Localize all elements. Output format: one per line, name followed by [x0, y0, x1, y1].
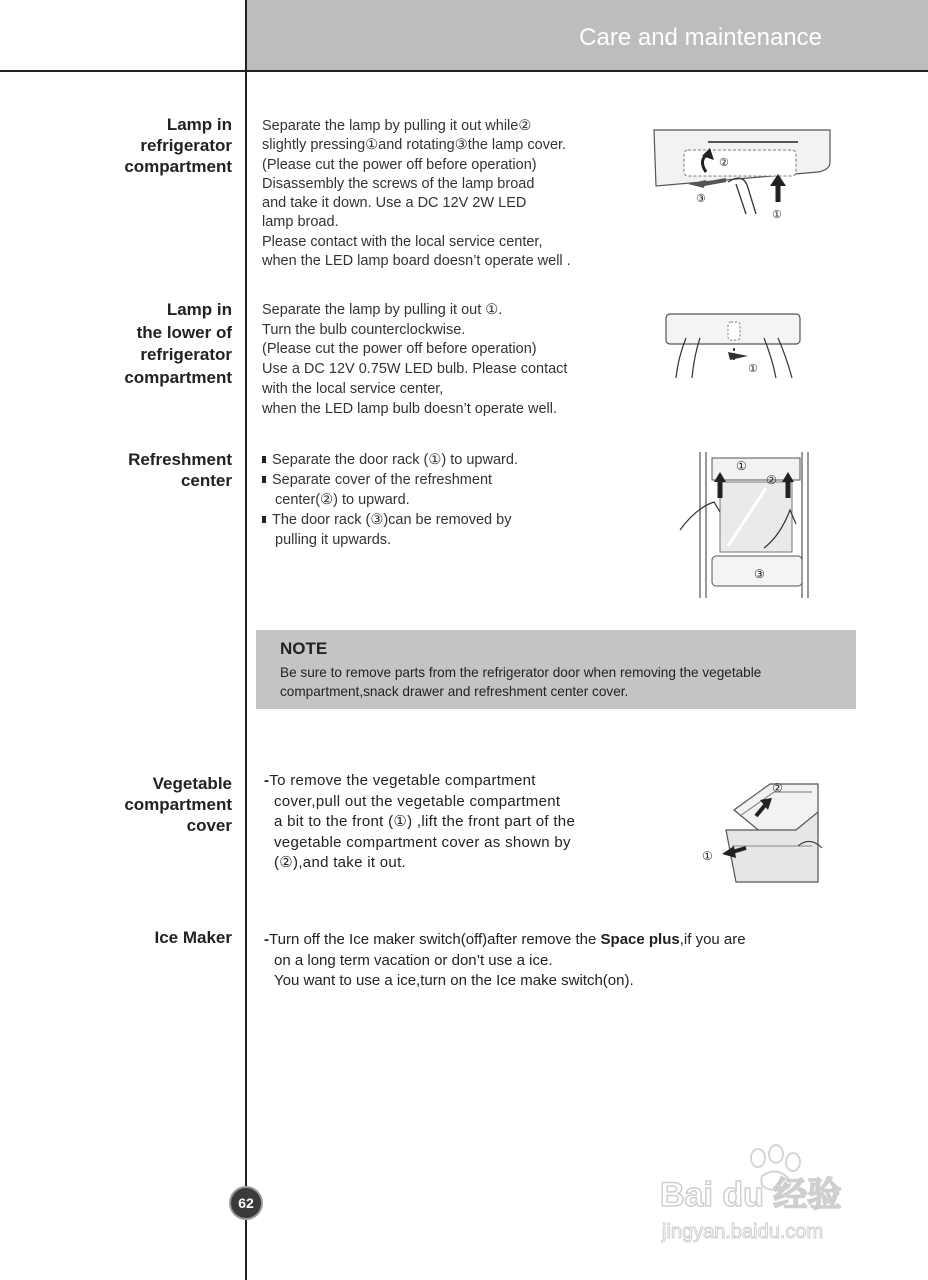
heading-vegetable: Vegetable compartment cover	[124, 774, 232, 835]
marker: ②	[719, 157, 729, 169]
baidu-watermark	[660, 1140, 870, 1250]
bullet-item-continued: center(②) to upward.	[275, 492, 410, 508]
dash-marker: -	[264, 931, 269, 948]
note-title: NOTE	[280, 639, 328, 658]
heading-ice-maker: Ice Maker	[154, 928, 232, 947]
bullet-item: Separate cover of the refreshment	[262, 470, 518, 490]
lower-lamp-illustration	[660, 308, 806, 382]
watermark-url: jingyan.baidu.com	[662, 1221, 824, 1243]
marker: ③	[754, 567, 765, 581]
text-lamp-lower	[262, 301, 567, 419]
dash-marker: -	[264, 772, 270, 789]
text-line: lamp broad.	[262, 214, 339, 231]
text-line: on a long term vacation or don’t use a ice.	[274, 951, 553, 969]
marker: ②	[766, 473, 777, 487]
text-line: Use a DC 12V 0.75W LED bulb. Please contact	[262, 361, 568, 378]
note-box	[256, 630, 856, 709]
text-line: (Please cut the power off before operation)	[262, 341, 537, 358]
heading-refreshment: Refreshment center	[128, 450, 232, 490]
marker: ①	[748, 363, 758, 375]
text-lamp-fridge	[262, 117, 571, 271]
heading-lamp-fridge: Lamp in refrigerator compartment	[124, 115, 232, 176]
text-line: compartment,snack drawer and refreshment center cover.	[280, 684, 629, 699]
marker: ①	[736, 459, 747, 473]
text-line: vegetable compartment cover as shown by	[274, 833, 571, 851]
text-line: You want to use a ice,turn on the Ice make switch(on).	[274, 972, 634, 989]
header-rule	[0, 70, 928, 72]
text-line: cover,pull out the vegetable compartment	[274, 792, 561, 810]
header-band	[246, 0, 928, 70]
text-ice-maker	[264, 930, 746, 992]
bullet-item-continued: pulling it upwards.	[275, 532, 392, 548]
page-title: Care and maintenance	[579, 24, 822, 51]
note-text	[280, 663, 840, 701]
text-line: when the LED lamp bulb doesn’t operate well.	[262, 400, 558, 417]
bold-term: Space plus	[600, 931, 680, 948]
text-line: Turn off the Ice maker switch(off)after remove the	[269, 931, 601, 948]
text-line: Separate the lamp by pulling it out ①.	[262, 302, 503, 318]
watermark-brand: Bai du 经验	[660, 1176, 842, 1214]
lamp-cover-illustration	[648, 122, 834, 226]
text-vegetable	[264, 771, 575, 874]
text-line: when the LED lamp board doesn’t operate well .	[262, 253, 571, 270]
text-line: (Please cut the power off before operation)	[262, 156, 537, 173]
marker: ①	[772, 209, 782, 221]
marker: ②	[772, 781, 783, 795]
text-line: a bit to the front (①) ,lift the front part of the	[274, 813, 576, 830]
text-line: Turn the bulb counterclockwise.	[262, 321, 466, 338]
text-line: ,if you are	[679, 931, 746, 948]
text-line: Be sure to remove parts from the refrigerator door when removing the vegetable	[280, 665, 762, 680]
page-number: 62	[231, 1188, 261, 1218]
text-line: Disassembly the screws of the lamp broad	[262, 175, 535, 192]
bullet-item: Separate the door rack (①) to upward.	[262, 450, 518, 470]
vegetable-cover-illustration	[700, 776, 824, 886]
bullet-list-refreshment	[262, 450, 518, 550]
margin-rule	[245, 0, 247, 1280]
marker: ①	[702, 849, 713, 863]
text-line: with the local service center,	[262, 380, 444, 397]
text-line: Please contact with the local service center,	[262, 233, 543, 250]
refreshment-center-illustration	[676, 448, 816, 598]
text-line: Separate the lamp by pulling it out while②	[262, 118, 532, 134]
marker: ③	[696, 193, 706, 205]
text-line: slightly pressing①and rotating③the lamp cover.	[262, 137, 567, 154]
text-line: and take it down. Use a DC 12V 2W LED	[262, 195, 527, 212]
text-line: To remove the vegetable compartment	[269, 772, 536, 789]
bullet-item: The door rack (③)can be removed by	[262, 510, 518, 530]
heading-lamp-lower: Lamp in the lower of refrigerator compartment	[124, 300, 232, 387]
text-line: (②),and take it out.	[274, 854, 407, 871]
